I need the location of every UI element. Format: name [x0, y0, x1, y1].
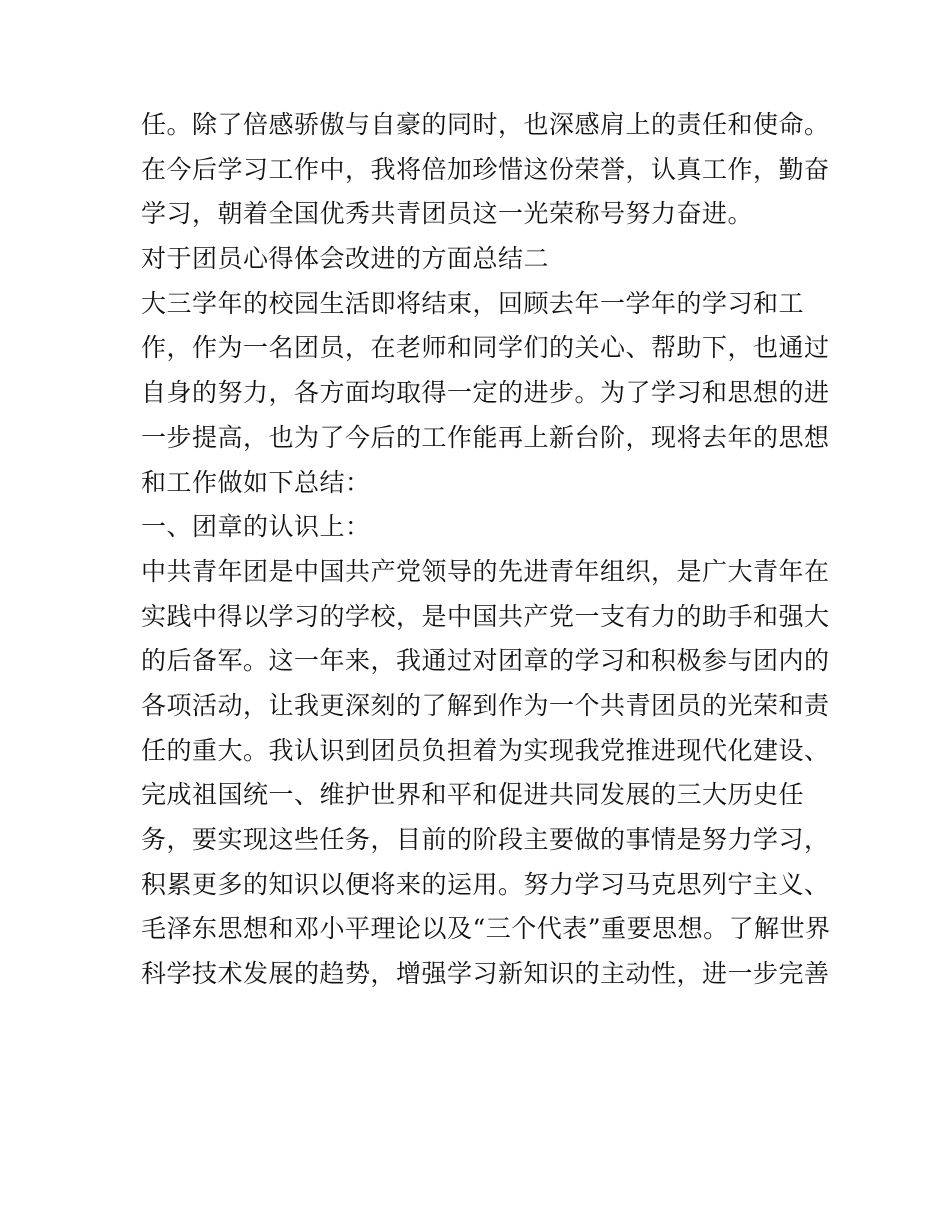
text-line: 作，作为一名团员，在老师和同学们的关心、帮助下，也通过 — [141, 333, 830, 363]
text-line: 的后备军。这一年来，我通过对团章的学习和积极参与团内的 — [141, 646, 830, 676]
text-line: 务，要实现这些任务，目前的阶段主要做的事情是努力学习， — [141, 825, 830, 854]
text-line: 大三学年的校园生活即将结束，回顾去年一学年的学习和工 — [141, 288, 805, 318]
text-line: 完成祖国统一、维护世界和平和促进共同发展的三大历史任 — [141, 780, 805, 810]
text-line: 毛泽东思想和邓小平理论以及“三个代表”重要思想。了解世界 — [141, 914, 831, 944]
text-line: 和工作做如下总结： — [141, 467, 371, 497]
text-line: 学习，朝着全国优秀共青团员这一光荣称号努力奋进。 — [141, 199, 754, 229]
text-line: 积累更多的知识以便将来的运用。努力学习马克思列宁主义、 — [141, 869, 830, 899]
text-line: 任的重大。我认识到团员负担着为实现我党推进现代化建设、 — [141, 735, 830, 765]
text-line: 一步提高，也为了今后的工作能再上新台阶，现将去年的思想 — [141, 422, 830, 452]
text-line: 自身的努力，各方面均取得一定的进步。为了学习和思想的进 — [141, 378, 830, 408]
section-heading: 对于团员心得体会改进的方面总结二 — [141, 244, 550, 274]
text-line: 任。除了倍感骄傲与自豪的同时，也深感肩上的责任和使命。 — [141, 110, 830, 139]
text-line: 在今后学习工作中，我将倍加珍惜这份荣誉，认真工作，勤奋 — [141, 154, 830, 184]
body-text — [141, 103, 831, 997]
subsection-heading: 一、团章的认识上： — [141, 512, 371, 542]
text-line: 各项活动，让我更深刻的了解到作为一个共青团员的光荣和责 — [141, 690, 830, 720]
text-line: 科学技术发展的趋势，增强学习新知识的主动性，进一步完善 — [141, 959, 830, 989]
text-line: 实践中得以学习的学校，是中国共产党一支有力的助手和强大 — [141, 601, 830, 631]
text-line: 中共青年团是中国共产党领导的先进青年组织，是广大青年在 — [141, 556, 830, 586]
